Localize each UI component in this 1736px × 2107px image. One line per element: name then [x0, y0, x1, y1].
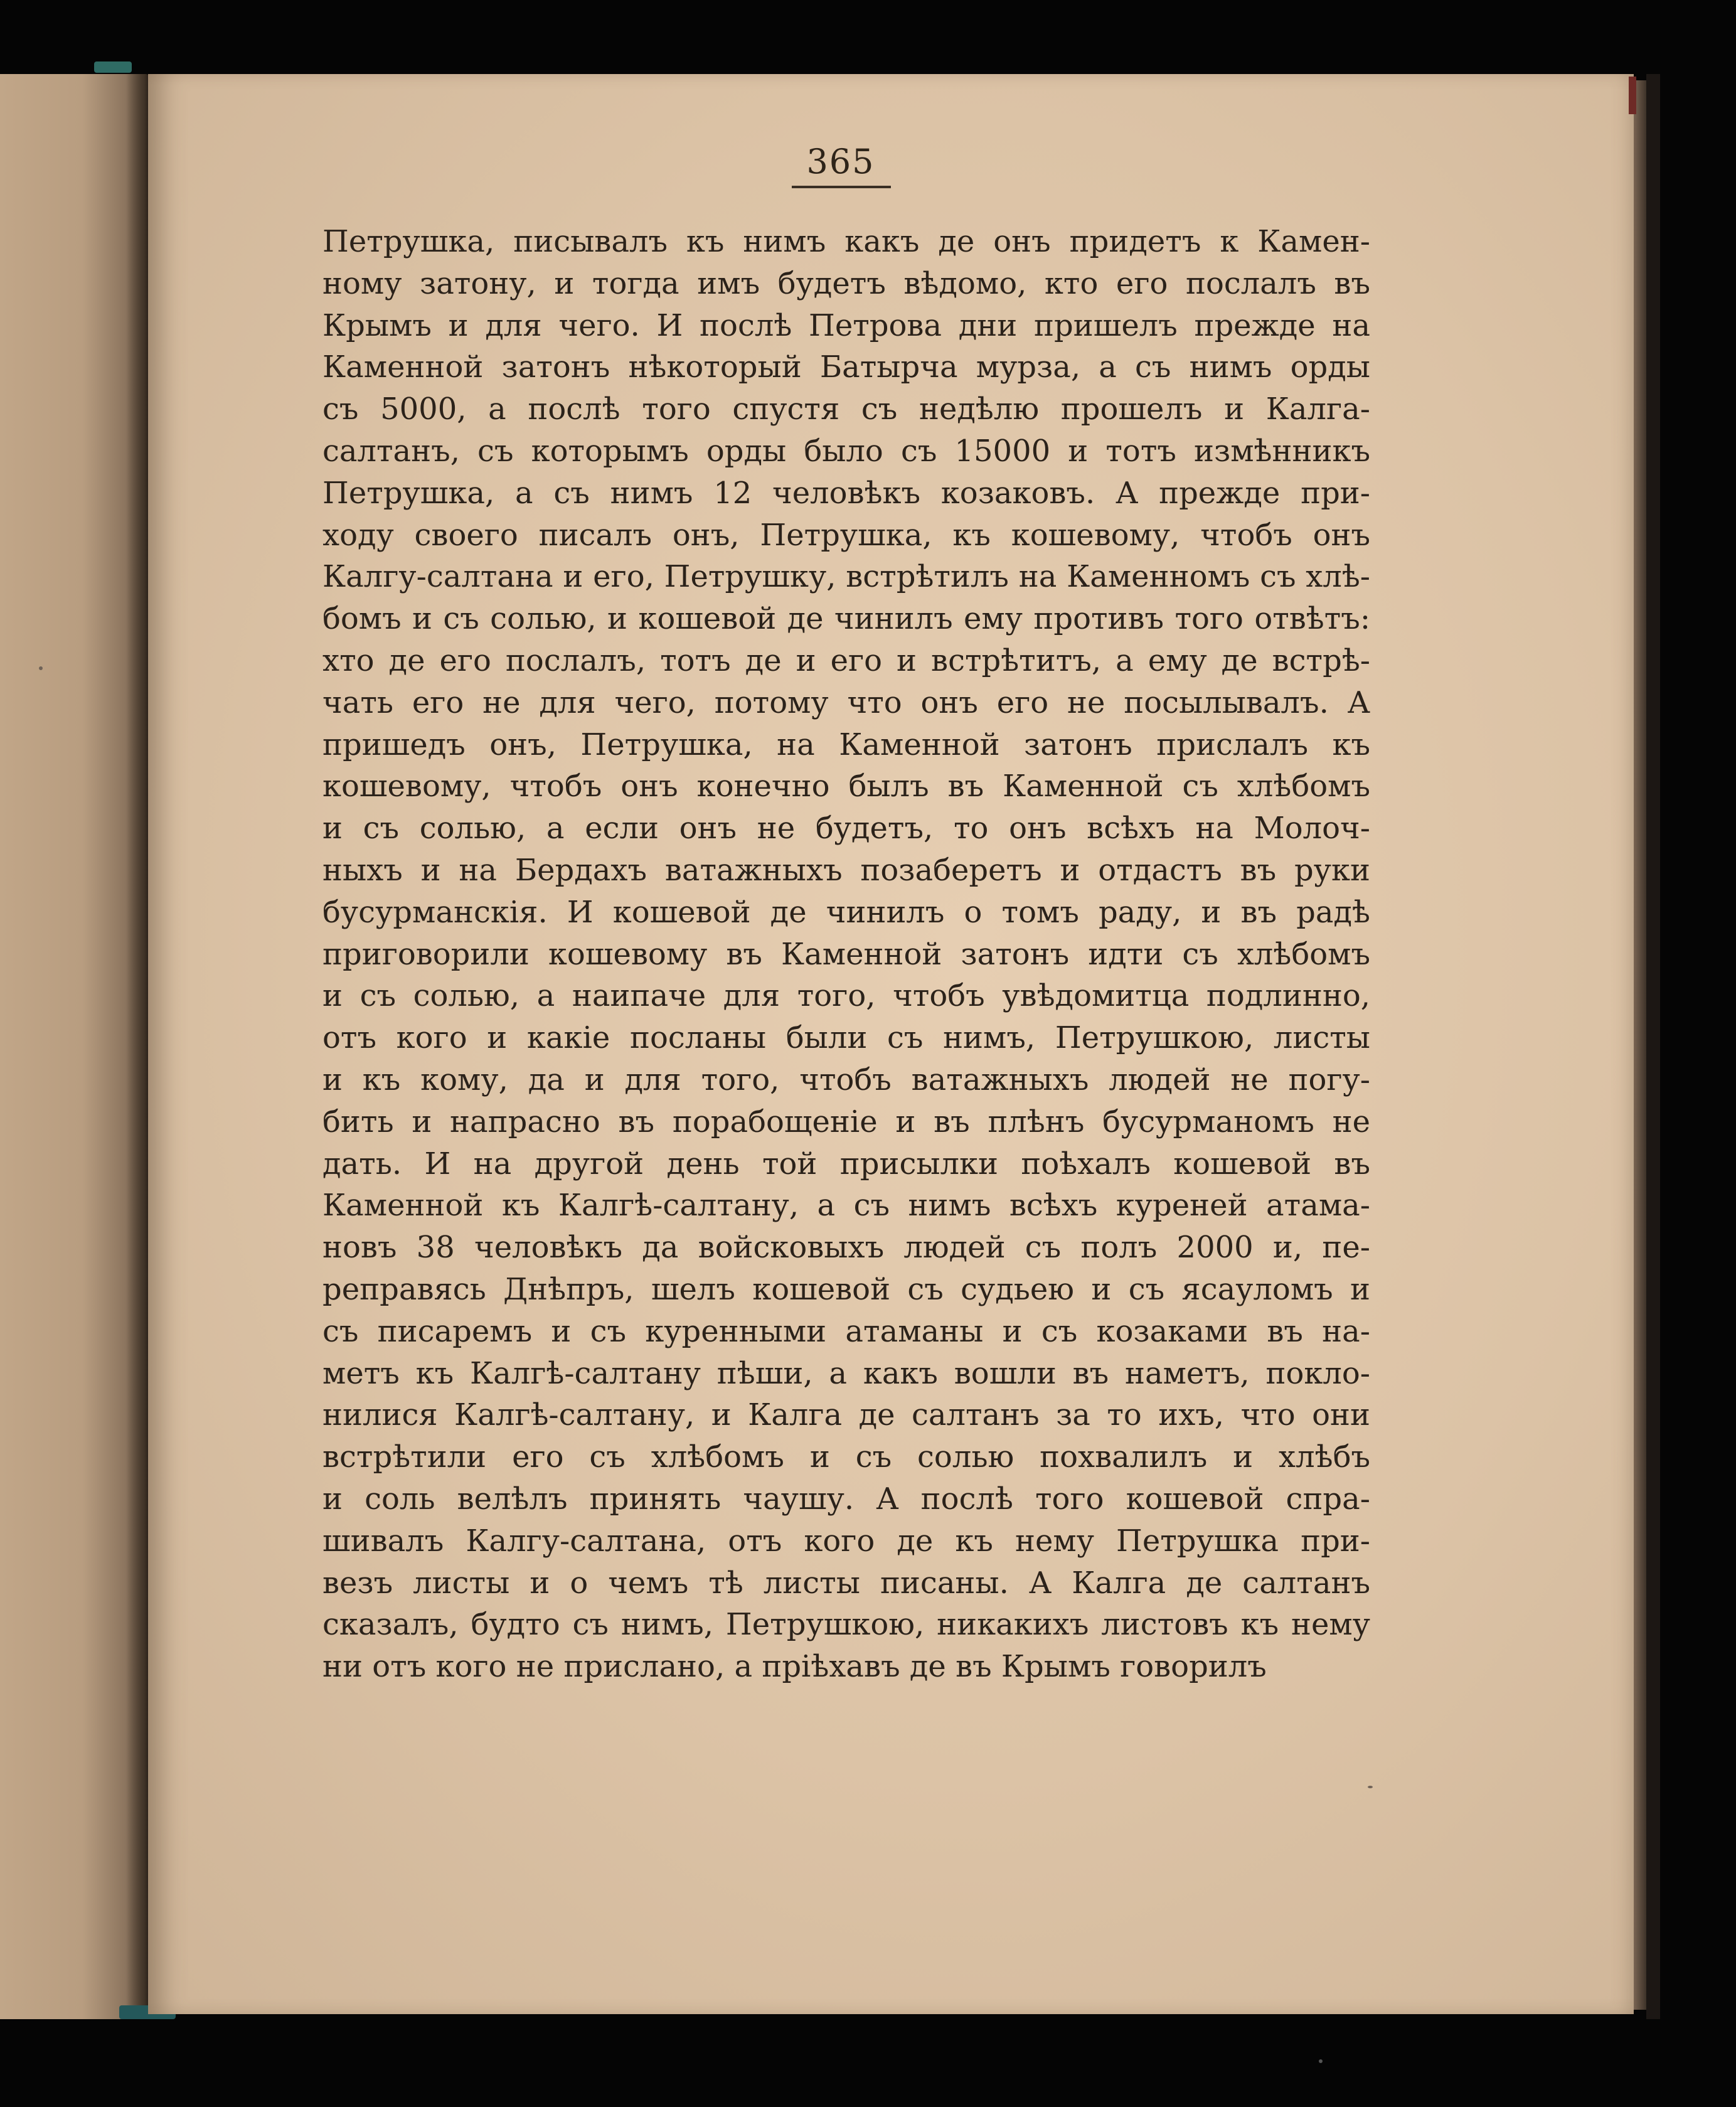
text-line: бусурманскія. И кошевой де чинилъ о томъ раду, и въ радѣ [322, 894, 1370, 930]
text-line: кошевому, чтобъ онъ конечно былъ въ Каменной съ хлѣбомъ [322, 769, 1370, 804]
text-line: бомъ и съ солью, и кошевой де чинилъ ему противъ того отвѣтъ: [322, 601, 1370, 637]
text-line: съ 5000, а послѣ того спустя съ недѣлю прошелъ и Калга- [322, 392, 1370, 427]
text-line: чать его не для чего, потому что онъ его не посылывалъ. А [322, 685, 1370, 720]
text-line: сказалъ, будто съ нимъ, Петрушкою, никакихъ листовъ къ нему [322, 1607, 1370, 1643]
text-line: Петрушка, писывалъ къ нимъ какъ де онъ придетъ к Камен- [322, 224, 1370, 259]
text-line: ныхъ и на Бердахъ ватажныхъ позаберетъ и отдастъ въ руки [322, 852, 1370, 888]
text-line: бить и напрасно въ порабощеніе и въ плѣнъ бусурманомъ не [322, 1104, 1370, 1139]
cover-accent [1629, 77, 1636, 114]
text-line: новъ 38 человѣкъ да войсковыхъ людей съ полъ 2000 и, пе- [322, 1230, 1370, 1266]
page-number: 365 [806, 142, 875, 181]
text-line: нилися Калгѣ-салтану, и Калга де салтанъ за то ихъ, что они [322, 1397, 1370, 1433]
text-line: встрѣтили его съ хлѣбомъ и съ солью похвалилъ и хлѣбъ [322, 1439, 1370, 1475]
text-line: ни отъ кого не прислано, а пріѣхавъ де въ Крымъ говорилъ [322, 1649, 1267, 1685]
paper-speck [39, 666, 43, 670]
text-line: Каменной къ Калгѣ-салтану, а съ нимъ всѣхъ куреней атама- [322, 1188, 1370, 1224]
text-line: шивалъ Калгу-салтана, отъ кого де къ нему Петрушка при- [322, 1523, 1370, 1559]
text-line: съ писаремъ и съ куренными атаманы и съ козаками въ на- [322, 1313, 1370, 1349]
text-line: метъ къ Калгѣ-салтану пѣши, а какъ вошли въ наметъ, покло- [322, 1355, 1370, 1391]
text-line: ходу своего писалъ онъ, Петрушка, къ кошевому, чтобъ онъ [322, 517, 1370, 553]
text-line: пришедъ онъ, Петрушка, на Каменной затонъ прислалъ къ [322, 727, 1370, 762]
text-line: Крымъ и для чего. И послѣ Петрова дни пришелъ прежде на [322, 307, 1370, 343]
body-text [322, 221, 1370, 1688]
text-line: хто де его послалъ, тотъ де и его и встрѣтитъ, а ему де встрѣ- [322, 643, 1370, 678]
text-line: и къ кому, да и для того, чтобъ ватажныхъ людей не погу- [322, 1062, 1370, 1097]
text-line: дать. И на другой день той присылки поѣхалъ кошевой въ [322, 1146, 1370, 1182]
text-line: и соль велѣлъ принять чаушу. А послѣ того кошевой спра- [322, 1481, 1370, 1517]
text-line: реправясь Днѣпръ, шелъ кошевой съ судьею и съ ясауломъ и [322, 1271, 1370, 1307]
text-line: Петрушка, а съ нимъ 12 человѣкъ козаковъ. А прежде при- [322, 475, 1370, 511]
paper-speck [1368, 1786, 1373, 1788]
page-block-edge [1634, 80, 1646, 2010]
text-line: и съ солью, а наипаче для того, чтобъ увѣдомитца подлинно, [322, 978, 1370, 1014]
binding-cloth-top [94, 61, 132, 73]
text-line: Калгу-салтана и его, Петрушку, встрѣтилъ на Каменномъ съ хлѣ- [322, 559, 1370, 595]
paper-speck [1319, 2059, 1323, 2063]
text-line: отъ кого и какіе посланы были съ нимъ, Петрушкою, листы [322, 1020, 1370, 1056]
text-line: везъ листы и о чемъ тѣ листы писаны. А Калга де салтанъ [322, 1565, 1370, 1601]
text-line: салтанъ, съ которымъ орды было съ 15000 и тотъ измѣнникъ [322, 433, 1370, 469]
page-number-rule [792, 186, 891, 188]
text-line: и съ солью, а если онъ не будетъ, то онъ всѣхъ на Молоч- [322, 811, 1370, 846]
text-line: ному затону, и тогда имъ будетъ вѣдомо, кто его послалъ въ [322, 265, 1370, 301]
text-line: Каменной затонъ нѣкоторый Батырча мурза, а съ нимъ орды [322, 349, 1370, 385]
book-cover-edge [1646, 74, 1660, 2019]
text-line: приговорили кошевому въ Каменной затонъ идти съ хлѣбомъ [322, 936, 1370, 972]
